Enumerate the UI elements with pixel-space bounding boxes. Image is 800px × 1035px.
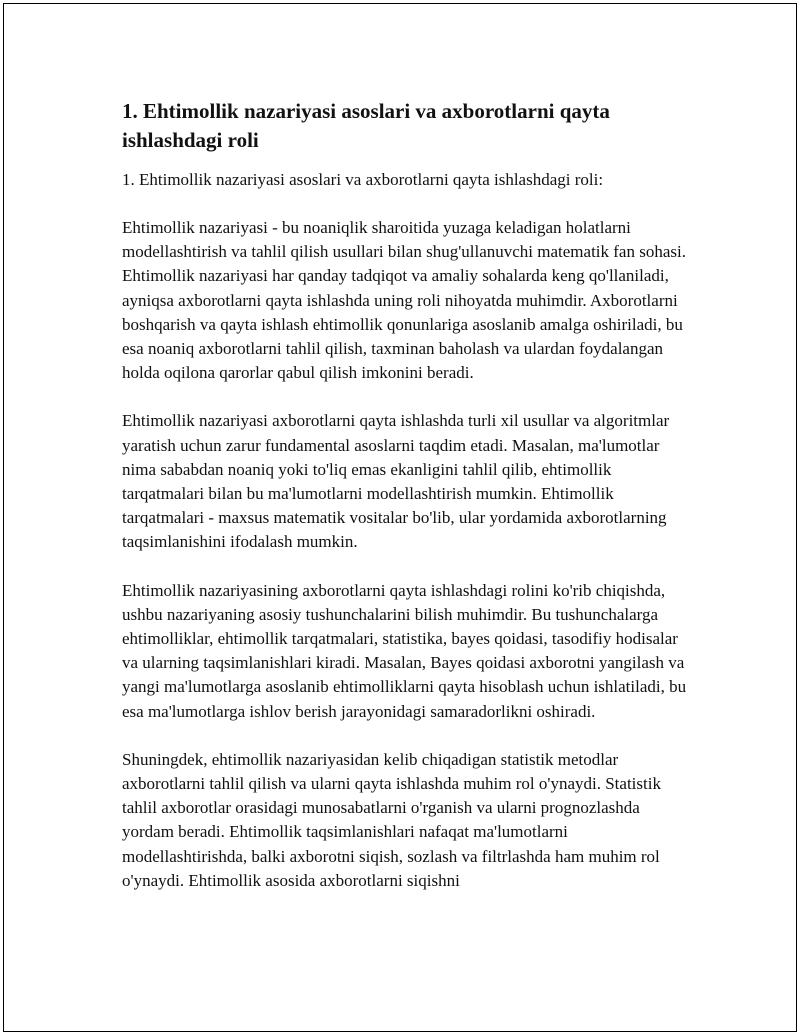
paragraph-3: Ehtimollik nazariyasining axborotlarni qayta ishlashdagi rolini ko'rib chiqishda, ushbu nazariyaning asosiy tushunchalarini bilish muhimdir. Bu tushunchalarga ehtimolliklar, ehtimollik tarqatmalari, statistika, bayes qoidasi, tasodifiy hodisalar va ularning taqsimlanishlari kiradi. Masalan, Bayes qoidasi axborotni yangilash va yangi ma'lumotlarga asoslanib ehtimolliklarni qayta hisoblash uchun ishlatiladi, bu esa ma'lumotlarga ishlov berish jarayonidagi samaradorlikni oshiradi. <box>122 580 687 721</box>
document-body <box>122 97 692 893</box>
paragraph-1: Ehtimollik nazariyasi - bu noaniqlik sharoitida yuzaga keladigan holatlarni modellashtirish va tahlil qilish usullari bilan shug'ullanuvchi matematik fan sohasi. Ehtimollik nazariyasi har qanday tadqiqot va amaliy sohalarda keng qo'llaniladi, ayniqsa axborotlarni qayta ishlashda uning roli nihoyatda muhimdir. Axborotlarni boshqarish va qayta ishlash ehtimollik qonunlariga asoslanib amalga oshiriladi, bu esa noaniq axborotlarni tahlil qilish, taxminan baholash va ulardan foydalangan holda oqilona qarorlar qabul qilish imkonini beradi. <box>122 218 686 383</box>
document-page <box>3 3 797 1032</box>
intro-line: 1. Ehtimollik nazariyasi asoslari va axborotlarni qayta ishlashdagi roli: <box>122 170 604 189</box>
paragraph-2: Ehtimollik nazariyasi axborotlarni qayta ishlashda turli xil usullar va algoritmlar yaratish uchun zarur fundamental asoslarni taqdim etadi. Masalan, ma'lumotlar nima sababdan noaniq yoki to'liq emas ekanligini tahlil qilib, ehtimollik tarqatmalari bilan bu ma'lumotlarni modellashtirish mumkin. Ehtimollik tarqatmalari - maxsus matematik vositalar bo'lib, ular yordamida axborotlarning taqsimlanishini ifodalash mumkin. <box>122 411 670 552</box>
document-title: 1. Ehtimollik nazariyasi asoslari va axborotlarni qayta ishlashdagi roli <box>122 99 610 152</box>
paragraph-4: Shuningdek, ehtimollik nazariyasidan kelib chiqadigan statistik metodlar axborotlarni tahlil qilish va ularni qayta ishlashda muhim rol o'ynaydi. Statistik tahlil axborotlar orasidagi munosabatlarni o'rganish va ularni prognozlashda yordam beradi. Ehtimollik taqsimlanishlari nafaqat ma'lumotlarni modellashtirishda, balki axborotni siqish, sozlash va filtrlashda ham muhim rol o'ynaydi. Ehtimollik asosida axborotlarni siqishni <box>122 749 661 890</box>
